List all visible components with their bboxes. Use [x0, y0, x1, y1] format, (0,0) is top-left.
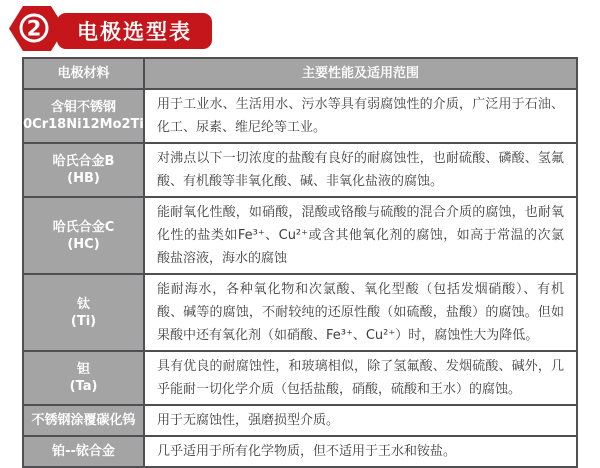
table-row [24, 435, 576, 466]
material-cell [24, 198, 145, 273]
header-material: 电极材料 [24, 59, 145, 88]
material-code: (HC) [67, 236, 100, 252]
material-name: 铂--铱合金 [52, 444, 115, 459]
description-cell [145, 437, 576, 466]
table-row [24, 350, 576, 404]
material-name: 哈氏合金C [52, 219, 115, 235]
title-bar [0, 0, 600, 57]
material-cell [24, 144, 145, 196]
description-cell [145, 352, 576, 404]
page-title: 电极选型表 [57, 13, 212, 49]
table-row [24, 273, 576, 350]
description-text: 对沸点以下一切浓度的盐酸有良好的耐腐蚀性，也耐硫酸、磷酸、氢氟酸、有机酸等非氧化酸、碱、非氧化盐液的腐蚀。 [157, 151, 564, 189]
description-text: 用于工业水、生活用水、污水等具有弱腐蚀性的介质，广泛用于石油、化工、尿素、维尼纶等工业。 [157, 97, 564, 135]
badge-number: 2 [26, 16, 42, 41]
header-performance: 主要性能及适用范围 [145, 59, 576, 88]
material-cell [24, 352, 145, 404]
table-row [17, 88, 576, 142]
material-code: (0Cr18Ni12Mo2Ti) [17, 117, 150, 132]
description-text: 用于无腐蚀性，强磨损型介质。 [157, 413, 340, 428]
material-name: 不锈钢涂覆碳化钨 [31, 413, 136, 428]
table-row [24, 404, 576, 435]
description-text: 几乎适用于所有化学物质，但不适用于王水和铵盐。 [157, 444, 457, 459]
description-text: 能耐海水，各种氧化物和次氯酸、氧化型酸（包括发烟硝酸）、有机酸、碱等的腐蚀，不耐较纯的还原性酸（如硫酸，盐酸）的腐蚀。但如果酸中还有氧化剂（如硝酸、Fe³⁺、Cu²⁺）时，腐蚀性大为降低。 [157, 282, 564, 343]
table-header-row [24, 59, 576, 88]
electrode-selection-table [17, 57, 578, 468]
description-cell [145, 198, 576, 273]
material-code: (HB) [67, 171, 100, 186]
material-name: 含钼不锈钢 [50, 100, 116, 115]
material-cell [17, 90, 150, 142]
material-code: (Ta) [69, 379, 98, 394]
description-text: 具有优良的耐腐蚀性，和玻璃相似，除了氢氟酸、发烟硫酸、碱外，几乎能耐一切化学介质（包括盐酸，硝酸，硫酸和王水）的腐蚀。 [157, 359, 564, 397]
material-cell [24, 437, 145, 466]
table-row [24, 142, 576, 196]
description-cell [145, 90, 576, 142]
material-name: 钛 [76, 296, 90, 312]
description-text: 能耐氧化性酸，如硝酸，混酸或铬酸与硫酸的混合介质的腐蚀，也耐氧化性的盐类如Fe³⁺、Cu²⁺或含其他氧化剂的腐蚀，如高于常温的次氯酸盐溶液，海水的腐蚀 [157, 205, 564, 266]
description-cell [145, 275, 576, 350]
material-code: (Ti) [70, 313, 97, 329]
material-name: 钽 [76, 362, 90, 377]
description-cell [145, 144, 576, 196]
table-row [24, 196, 576, 273]
material-name: 哈氏合金B [52, 154, 115, 169]
material-cell [24, 275, 145, 350]
